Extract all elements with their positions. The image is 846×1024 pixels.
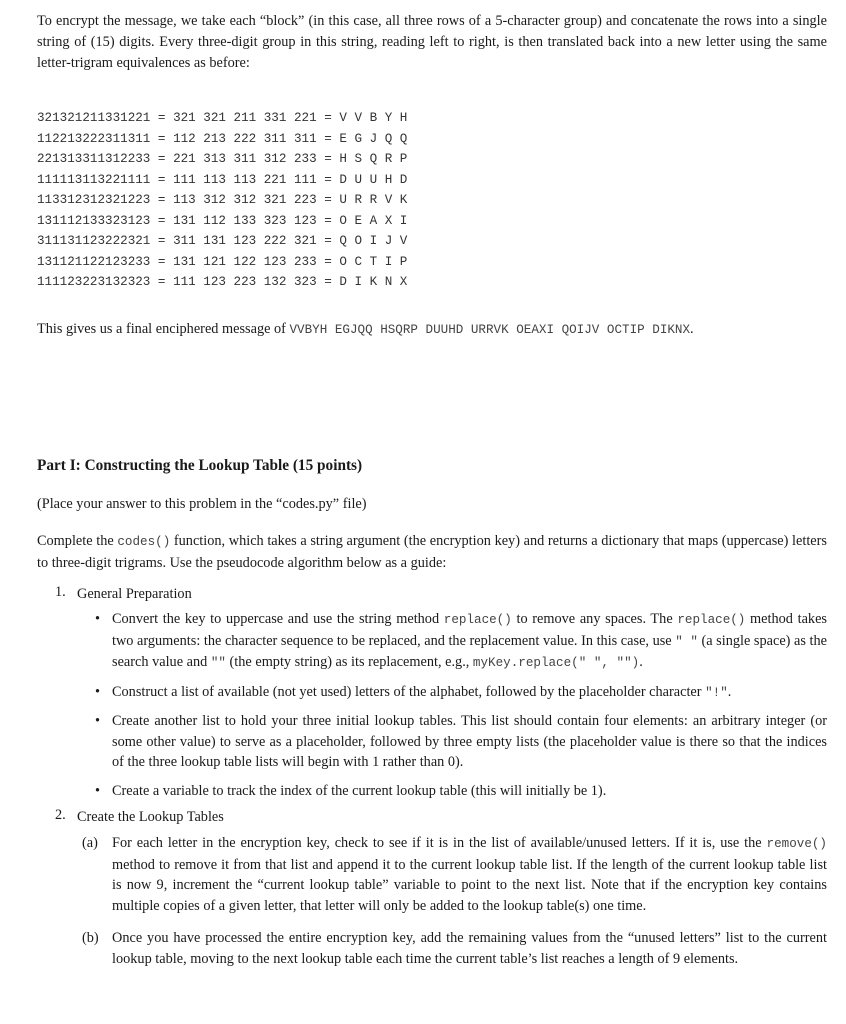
- substep-b-text: Once you have processed the entire encryption key, add the remaining values from the “unused letters” list to the current lookup table, moving to the next lookup table each time the current table’s list reaches a length of 9 elements.: [112, 930, 827, 967]
- equals-sign: =: [150, 152, 174, 166]
- lookup-substeps: [55, 833, 827, 969]
- algorithm-steps: [55, 584, 827, 981]
- translation-row: [37, 170, 407, 191]
- translation-row: [37, 108, 407, 129]
- bullet1-text-2: to remove any spaces. The: [511, 611, 678, 627]
- row-letters: D U U H D: [339, 172, 408, 187]
- bullet4-text: Create a variable to track the index of the current lookup table (this will initially be 1).: [112, 782, 607, 799]
- equals-sign: =: [316, 234, 340, 248]
- bullet1-text-5: (the empty string) as its replacement, e.g.,: [225, 654, 473, 670]
- row-letters: O E A X I: [339, 213, 408, 228]
- bullet1-text-3: method takes two arguments: the character sequence to be replaced, and the replacement value. In this case, use: [112, 611, 827, 649]
- part1-description: [37, 531, 827, 574]
- equals-sign: =: [316, 111, 340, 125]
- row-groups: 221 313 311 312 233: [173, 152, 317, 166]
- translation-row: [37, 252, 407, 273]
- row-digits: 131121122123233: [37, 254, 151, 269]
- intro-paragraph: To encrypt the message, we take each “block” (in this case, all three rows of a 5-character group) and concatenate the rows into a single string of (15) digits. Every three-digit group in this string, reading left to right, is then translated back into a new letter using the same letter-trigram equivalences as before:: [37, 13, 827, 71]
- equals-sign: =: [150, 275, 174, 289]
- row-groups: 111 123 223 132 323: [173, 275, 317, 289]
- row-letters: O C T I P: [339, 254, 408, 269]
- equals-sign: =: [150, 234, 174, 248]
- equals-sign: =: [316, 275, 340, 289]
- substep-label: (a): [82, 835, 98, 851]
- bullet-dot-icon: •: [95, 713, 101, 729]
- equals-sign: =: [316, 254, 340, 269]
- row-letters: V V B Y H: [339, 111, 408, 125]
- step-number: 1.: [55, 584, 66, 600]
- bullet-convert-key: [95, 609, 827, 674]
- row-letters: Q O I J V: [339, 234, 408, 248]
- replace-example-code: myKey.replace(" ", ""): [472, 656, 640, 670]
- equals-sign: =: [316, 172, 340, 187]
- placement-note: (Place your answer to this problem in the “codes.py” file): [37, 496, 367, 512]
- bullet1-text-1: Convert the key to uppercase and use the string method: [112, 611, 444, 627]
- final-message-prefix: This gives us a final enciphered message of: [37, 321, 290, 337]
- cipher-text: VVBYH EGJQQ HSQRP DUUHD URRVK OEAXI QOIJV OCTIP DIKNX: [289, 323, 691, 337]
- translation-row: [37, 272, 407, 293]
- bullet2-text-1: Construct a list of available (not yet used) letters of the alphabet, followed by the placeholder character: [112, 683, 706, 700]
- row-letters: U R R V K: [339, 193, 408, 207]
- translation-table: [37, 108, 407, 293]
- final-message-suffix: .: [690, 321, 694, 337]
- equals-sign: =: [150, 254, 174, 269]
- translation-row: [37, 129, 407, 150]
- equals-sign: =: [316, 193, 340, 207]
- row-groups: 311 131 123 222 321: [173, 234, 317, 248]
- row-digits: 321321211331221: [37, 111, 151, 125]
- row-letters: D I K N X: [339, 275, 408, 289]
- row-digits: 131112133323123: [37, 213, 151, 228]
- bullet-dot-icon: •: [95, 683, 101, 700]
- row-digits: 111123223132323: [37, 275, 151, 289]
- equals-sign: =: [316, 213, 340, 228]
- step-general-preparation: [55, 584, 827, 801]
- equals-sign: =: [150, 193, 174, 207]
- bullet1-text-6: .: [639, 654, 643, 670]
- placeholder-char-code: "!": [705, 685, 728, 700]
- bullet-index-variable: [95, 781, 827, 802]
- bullet1-text-4: (a single space) as the search value and: [112, 632, 827, 670]
- translation-row: [37, 231, 407, 252]
- equals-sign: =: [316, 152, 340, 166]
- row-letters: H S Q R P: [339, 152, 408, 166]
- space-string-code: " ": [675, 634, 698, 649]
- equals-sign: =: [150, 172, 174, 187]
- bullet-available-letters: [95, 682, 827, 704]
- bullet-dot-icon: •: [95, 782, 101, 799]
- bullet-lookup-tables-list: [95, 711, 827, 773]
- desc-text-2: function, which takes a string argument (the encryption key) and returns a dictionary that maps (uppercase) letters to three-digit trigrams. Use the pseudocode algorithm below as a guide:: [37, 533, 827, 571]
- translation-row: [37, 149, 407, 170]
- substep-a: [82, 833, 827, 916]
- part1-heading: Part I: Constructing the Lookup Table (15 points): [37, 457, 363, 474]
- step-title: General Preparation: [77, 586, 192, 602]
- row-groups: 131 121 122 123 233: [173, 254, 317, 269]
- translation-row: [37, 211, 407, 232]
- desc-text-1: Complete the: [37, 533, 118, 549]
- substep-a-text-1: For each letter in the encryption key, check to see if it is in the list of available/unused letters. If it is, use the: [112, 835, 767, 851]
- translation-row: [37, 190, 407, 211]
- row-letters: E G J Q Q: [339, 131, 408, 146]
- step-create-lookup-tables: [55, 807, 827, 969]
- equals-sign: =: [150, 111, 174, 125]
- equals-sign: =: [150, 131, 174, 146]
- equals-sign: =: [150, 213, 174, 228]
- remove-code: remove(): [766, 837, 827, 851]
- bullet2-text-2: .: [727, 683, 732, 700]
- bullet-dot-icon: •: [95, 611, 101, 627]
- substep-label: (b): [82, 930, 99, 946]
- equals-sign: =: [316, 131, 340, 146]
- substep-a-text-2: method to remove it from that list and append it to the current lookup table list. If the length of the current lookup table list is now 9, increment the “current lookup table” variable to point to the next list. Note that if the encryption key contains multiple copies of a given letter, that letter will only be added to the lookup table(s) one time.: [112, 856, 827, 914]
- row-groups: 112 213 222 311 311: [173, 131, 317, 146]
- bullet3-text: Create another list to hold your three initial lookup tables. This list should contain four elements: an arbitrary integer (or some other value) to serve as a placeholder, followed by three empty lists (the placeholder value is there so that the indices of the three lookup table lists will begin with 1 rather than 0).: [112, 713, 827, 770]
- row-groups: 321 321 211 331 221: [173, 111, 317, 125]
- step-title: Create the Lookup Tables: [77, 809, 224, 825]
- row-digits: 113312312321223: [37, 193, 151, 207]
- step-number: 2.: [55, 807, 66, 823]
- empty-string-code: "": [210, 656, 226, 670]
- row-digits: 311131123222321: [37, 234, 151, 248]
- row-digits: 221313311312233: [37, 152, 151, 166]
- row-groups: 131 112 133 323 123: [173, 213, 317, 228]
- codes-function-code: codes(): [117, 535, 171, 549]
- substep-b: [82, 928, 827, 969]
- replace-code: replace(): [443, 613, 512, 627]
- row-digits: 111113113221111: [37, 172, 151, 187]
- row-digits: 112213222311311: [37, 131, 151, 146]
- final-message-paragraph: [37, 319, 827, 341]
- replace-code-2: replace(): [677, 613, 746, 627]
- row-groups: 113 312 312 321 223: [173, 193, 317, 207]
- preparation-bullets: [55, 609, 827, 801]
- row-groups: 111 113 113 221 111: [173, 172, 317, 187]
